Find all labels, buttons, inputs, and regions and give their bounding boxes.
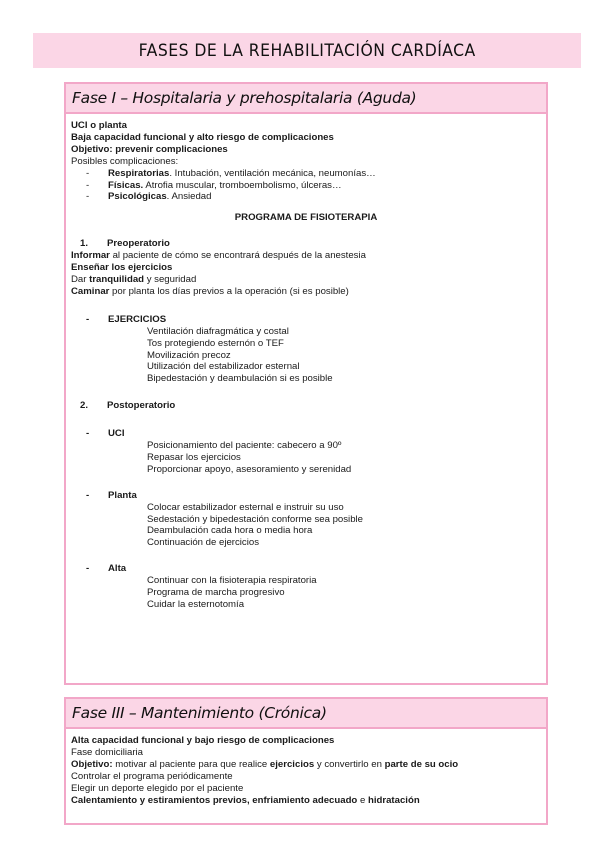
fase1-body — [66, 114, 546, 617]
label: Físicas. — [108, 179, 144, 191]
text: Dar — [71, 273, 90, 285]
text: Calentamiento y estiramientos previos, enfriamiento adecuado — [71, 794, 358, 806]
label: Respiratorias — [108, 167, 170, 179]
label: Psicológicas — [108, 191, 167, 203]
fase1-heading: Fase I – Hospitalaria y prehospitalaria (Aguda) — [72, 89, 417, 107]
ejercicios-heading — [71, 314, 541, 326]
list-item: Deambulación cada hora o media hora — [147, 525, 313, 537]
list-item: Cuidar la esternotomía — [147, 599, 245, 610]
dash: - — [86, 179, 90, 191]
fase1-line — [71, 120, 541, 132]
dash: - — [86, 313, 90, 325]
fase3-line: Controlar el programa periódicamente — [71, 770, 233, 782]
text: Baja capacidad funcional y alto riesgo de complicaciones — [71, 131, 334, 143]
text: y convertirlo en — [314, 758, 385, 770]
pre-line — [71, 274, 541, 286]
label: Informar — [71, 250, 110, 262]
text: y seguridad — [144, 273, 197, 285]
fase3-section — [64, 697, 548, 825]
pre-line — [71, 250, 541, 262]
text: motivar al paciente para que realice — [112, 758, 270, 770]
text: e — [357, 794, 368, 806]
dash: - — [86, 489, 90, 501]
list-item: Posicionamiento del paciente: cabecero a 90º — [147, 440, 342, 452]
fase3-line — [71, 735, 541, 747]
label: Alta — [108, 563, 127, 575]
label: Caminar — [71, 285, 110, 297]
text: UCI o planta — [71, 120, 127, 131]
list-item: Movilización precoz — [147, 349, 231, 361]
dash: - — [86, 191, 90, 203]
fase3-body — [66, 729, 546, 812]
uci-heading — [71, 428, 541, 440]
text: ejercicios — [269, 758, 315, 770]
complication-item — [71, 168, 541, 180]
label: Preoperatorio — [107, 238, 170, 250]
text: . Ansiedad — [166, 191, 212, 203]
label: Enseñar los ejercicios — [71, 262, 173, 274]
text: . Intubación, ventilación mecánica, neumonías… — [169, 167, 376, 179]
list-item: Utilización del estabilizador esternal — [147, 361, 300, 373]
list-item: Proporcionar apoyo, asesoramiento y serenidad — [147, 463, 352, 475]
fase3-header — [66, 699, 546, 729]
preoperatorio-heading — [71, 238, 541, 250]
text: hidratación — [367, 794, 420, 806]
text: Objetivo: prevenir complicaciones — [71, 143, 228, 155]
fase3-line — [71, 795, 541, 807]
pre-line — [71, 286, 541, 298]
text: parte de su ocio — [384, 758, 459, 770]
dash: - — [86, 428, 90, 440]
fase3-heading: Fase III – Mantenimiento (Crónica) — [72, 704, 327, 722]
document-title-bar — [33, 33, 581, 68]
label: EJERCICIOS — [108, 313, 167, 325]
list-item: Continuar con la fisioterapia respiratoria — [147, 575, 317, 587]
text: Alta capacidad funcional y bajo riesgo de complicaciones — [71, 735, 335, 746]
planta-heading — [71, 490, 541, 502]
fase1-header — [66, 84, 546, 114]
list-item: Programa de marcha progresivo — [147, 587, 285, 599]
fase1-line — [71, 132, 541, 144]
dash: - — [86, 563, 90, 575]
fase3-line — [71, 759, 541, 771]
postoperatorio-heading — [71, 400, 541, 412]
label: UCI — [108, 428, 125, 440]
complication-item — [71, 191, 541, 203]
alta-heading — [71, 563, 541, 575]
programa-heading: PROGRAMA DE FISIOTERAPIA — [234, 212, 378, 224]
list-item: Repasar los ejercicios — [147, 451, 241, 463]
number: 2. — [80, 400, 89, 412]
text: Atrofia muscular, tromboembolismo, úlceras… — [143, 179, 342, 191]
label: Objetivo: — [71, 758, 113, 770]
text: por planta los días previos a la operación (si es posible) — [109, 285, 349, 297]
fase3-line: Elegir un deporte elegido por el paciente — [71, 782, 244, 794]
pre-line — [71, 262, 541, 274]
list-item: Sedestación y bipedestación conforme sea posible — [147, 513, 363, 525]
list-item: Ventilación diafragmática y costal — [147, 325, 289, 337]
fase1-line — [71, 144, 541, 156]
fase3-line: Fase domiciliaria — [71, 746, 143, 758]
list-item: Continuación de ejercicios — [147, 537, 259, 549]
list-item: Bipedestación y deambulación si es posible — [147, 373, 333, 385]
label: Postoperatorio — [107, 400, 176, 412]
list-item: Tos protegiendo esternón o TEF — [147, 337, 284, 349]
label: tranquilidad — [89, 273, 145, 285]
label: Planta — [108, 489, 137, 501]
fase1-line: Posibles complicaciones: — [71, 155, 179, 167]
document-title: FASES DE LA REHABILITACIÓN CARDÍACA — [138, 40, 476, 61]
fase1-section — [64, 82, 548, 685]
list-item: Colocar estabilizador esternal e instruir su uso — [147, 501, 344, 513]
complication-item — [71, 180, 541, 192]
number: 1. — [80, 238, 89, 250]
text: al paciente de cómo se encontrará después de la anestesia — [109, 250, 366, 262]
dash: - — [86, 167, 90, 179]
